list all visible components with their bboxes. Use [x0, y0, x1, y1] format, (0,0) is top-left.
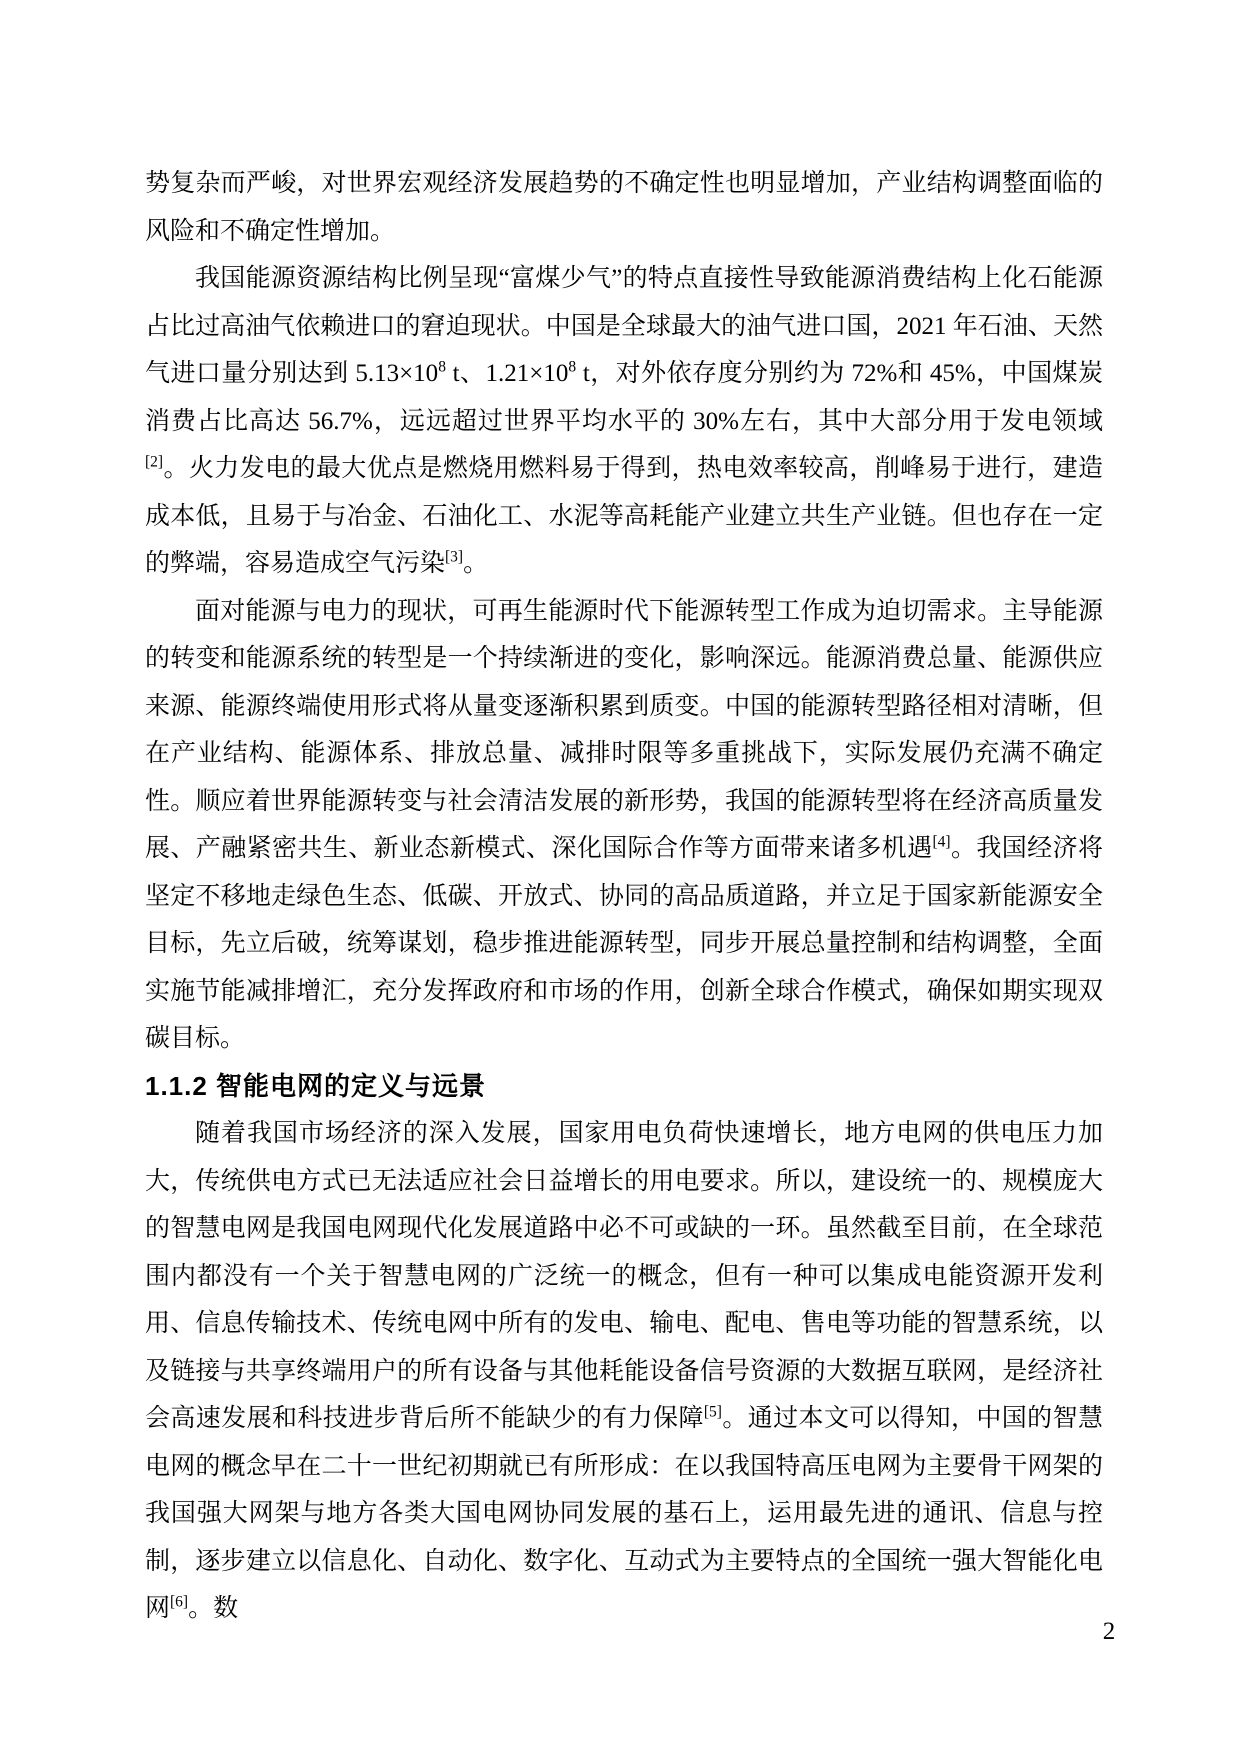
paragraph — [145, 160, 1103, 255]
text-run: 我国能源资源结构比例呈现“富煤少气”的特点直接性导致能源消费结构上化石能源占比过高油气依赖进口的窘迫现状。中国是全球最大的油气进口国，2021 年石油、天然气进口量分别达到 5.13×10 — [145, 265, 1103, 387]
text-run: 。我国经济将坚定不移地走绿色生态、低碳、开放式、协同的高品质道路，并立足于国家新能源安全目标，先立后破，统筹谋划，稳步推进能源转型，同步开展总量控制和结构调整，全面实施节能减排增汇，充分发挥政府和市场的作用，创新全球合作模式，确保如期实现双碳目标。 — [145, 835, 1103, 1052]
superscript-ref: [4] — [932, 833, 951, 851]
text-run: 。数 — [188, 1595, 239, 1622]
text-run: 随着我国市场经济的深入发展，国家用电负荷快速增长，地方电网的供电压力加大，传统供电方式已无法适应社会日益增长的用电要求。所以，建设统一的、规模庞大的智慧电网是我国电网现代化发展道路中必不可或缺的一环。虽然截至目前，在全球范围内都没有一个关于智慧电网的广泛统一的概念，但有一种可以集成电能资源开发利用、信息传输技术、传统电网中所有的发电、输电、配电、售电等功能的智慧系统，以及链接与共享终端用户的所有设备与其他耗能设备信号资源的大数据互联网，是经济社会高速发展和科技进步背后所不能缺少的有力保障 — [145, 1120, 1103, 1432]
superscript-ref: [6] — [170, 1593, 189, 1611]
paragraph — [145, 588, 1103, 1063]
text-run: t，对外依存度分别约为 72%和 45%，中国煤炭消费占比高达 56.7%，远远超过世界平均水平的 30%左右，其中大部分用于发电领域 — [145, 360, 1103, 435]
paragraph — [145, 1110, 1103, 1633]
superscript-ref: [3] — [445, 548, 464, 566]
text-run: 面对能源与电力的现状，可再生能源时代下能源转型工作成为迫切需求。主导能源的转变和能源系统的转型是一个持续渐进的变化，影响深远。能源消费总量、能源供应来源、能源终端使用形式将从量变逐渐积累到质变。中国的能源转型路径相对清晰，但在产业结构、能源体系、排放总量、减排时限等多重挑战下，实际发展仍充满不确定性。顺应着世界能源转变与社会清洁发展的新形势，我国的能源转型将在经济高质量发展、产融紧密共生、新业态新模式、深化国际合作等方面带来诸多机遇 — [145, 597, 1103, 862]
text-run: 。火力发电的最大优点是燃烧用燃料易于得到，热电效率较高，削峰易于进行，建造成本低，且易于与冶金、石油化工、水泥等高耗能产业建立共生产业链。但也存在一定的弊端，容易造成空气污染 — [145, 455, 1103, 577]
text-run: t、1.21×10 — [445, 360, 569, 387]
page-number: 2 — [1102, 1618, 1116, 1645]
paragraph — [145, 255, 1103, 588]
document-body — [145, 160, 1103, 1633]
text-run: 势复杂而严峻，对世界宏观经济发展趋势的不确定性也明显增加，产业结构调整面临的风险和不确定性增加。 — [145, 170, 1103, 245]
superscript-ref: 8 — [438, 358, 446, 376]
text-run: 。通过本文可以得知，中国的智慧电网的概念早在二十一世纪初期就已有所形成：在以我国特高压电网为主要骨干网架的我国强大网架与地方各类大国电网协同发展的基石上，运用最先进的通讯、信息与控制，逐步建立以信息化、自动化、数字化、互动式为主要特点的全国统一强大智能化电网 — [145, 1405, 1103, 1622]
superscript-ref: [2] — [145, 453, 164, 471]
superscript-ref: [5] — [703, 1403, 722, 1421]
text-run: 。 — [463, 550, 489, 577]
superscript-ref: 8 — [568, 358, 577, 376]
section-heading: 1.1.2 智能电网的定义与远景 — [145, 1070, 487, 1101]
